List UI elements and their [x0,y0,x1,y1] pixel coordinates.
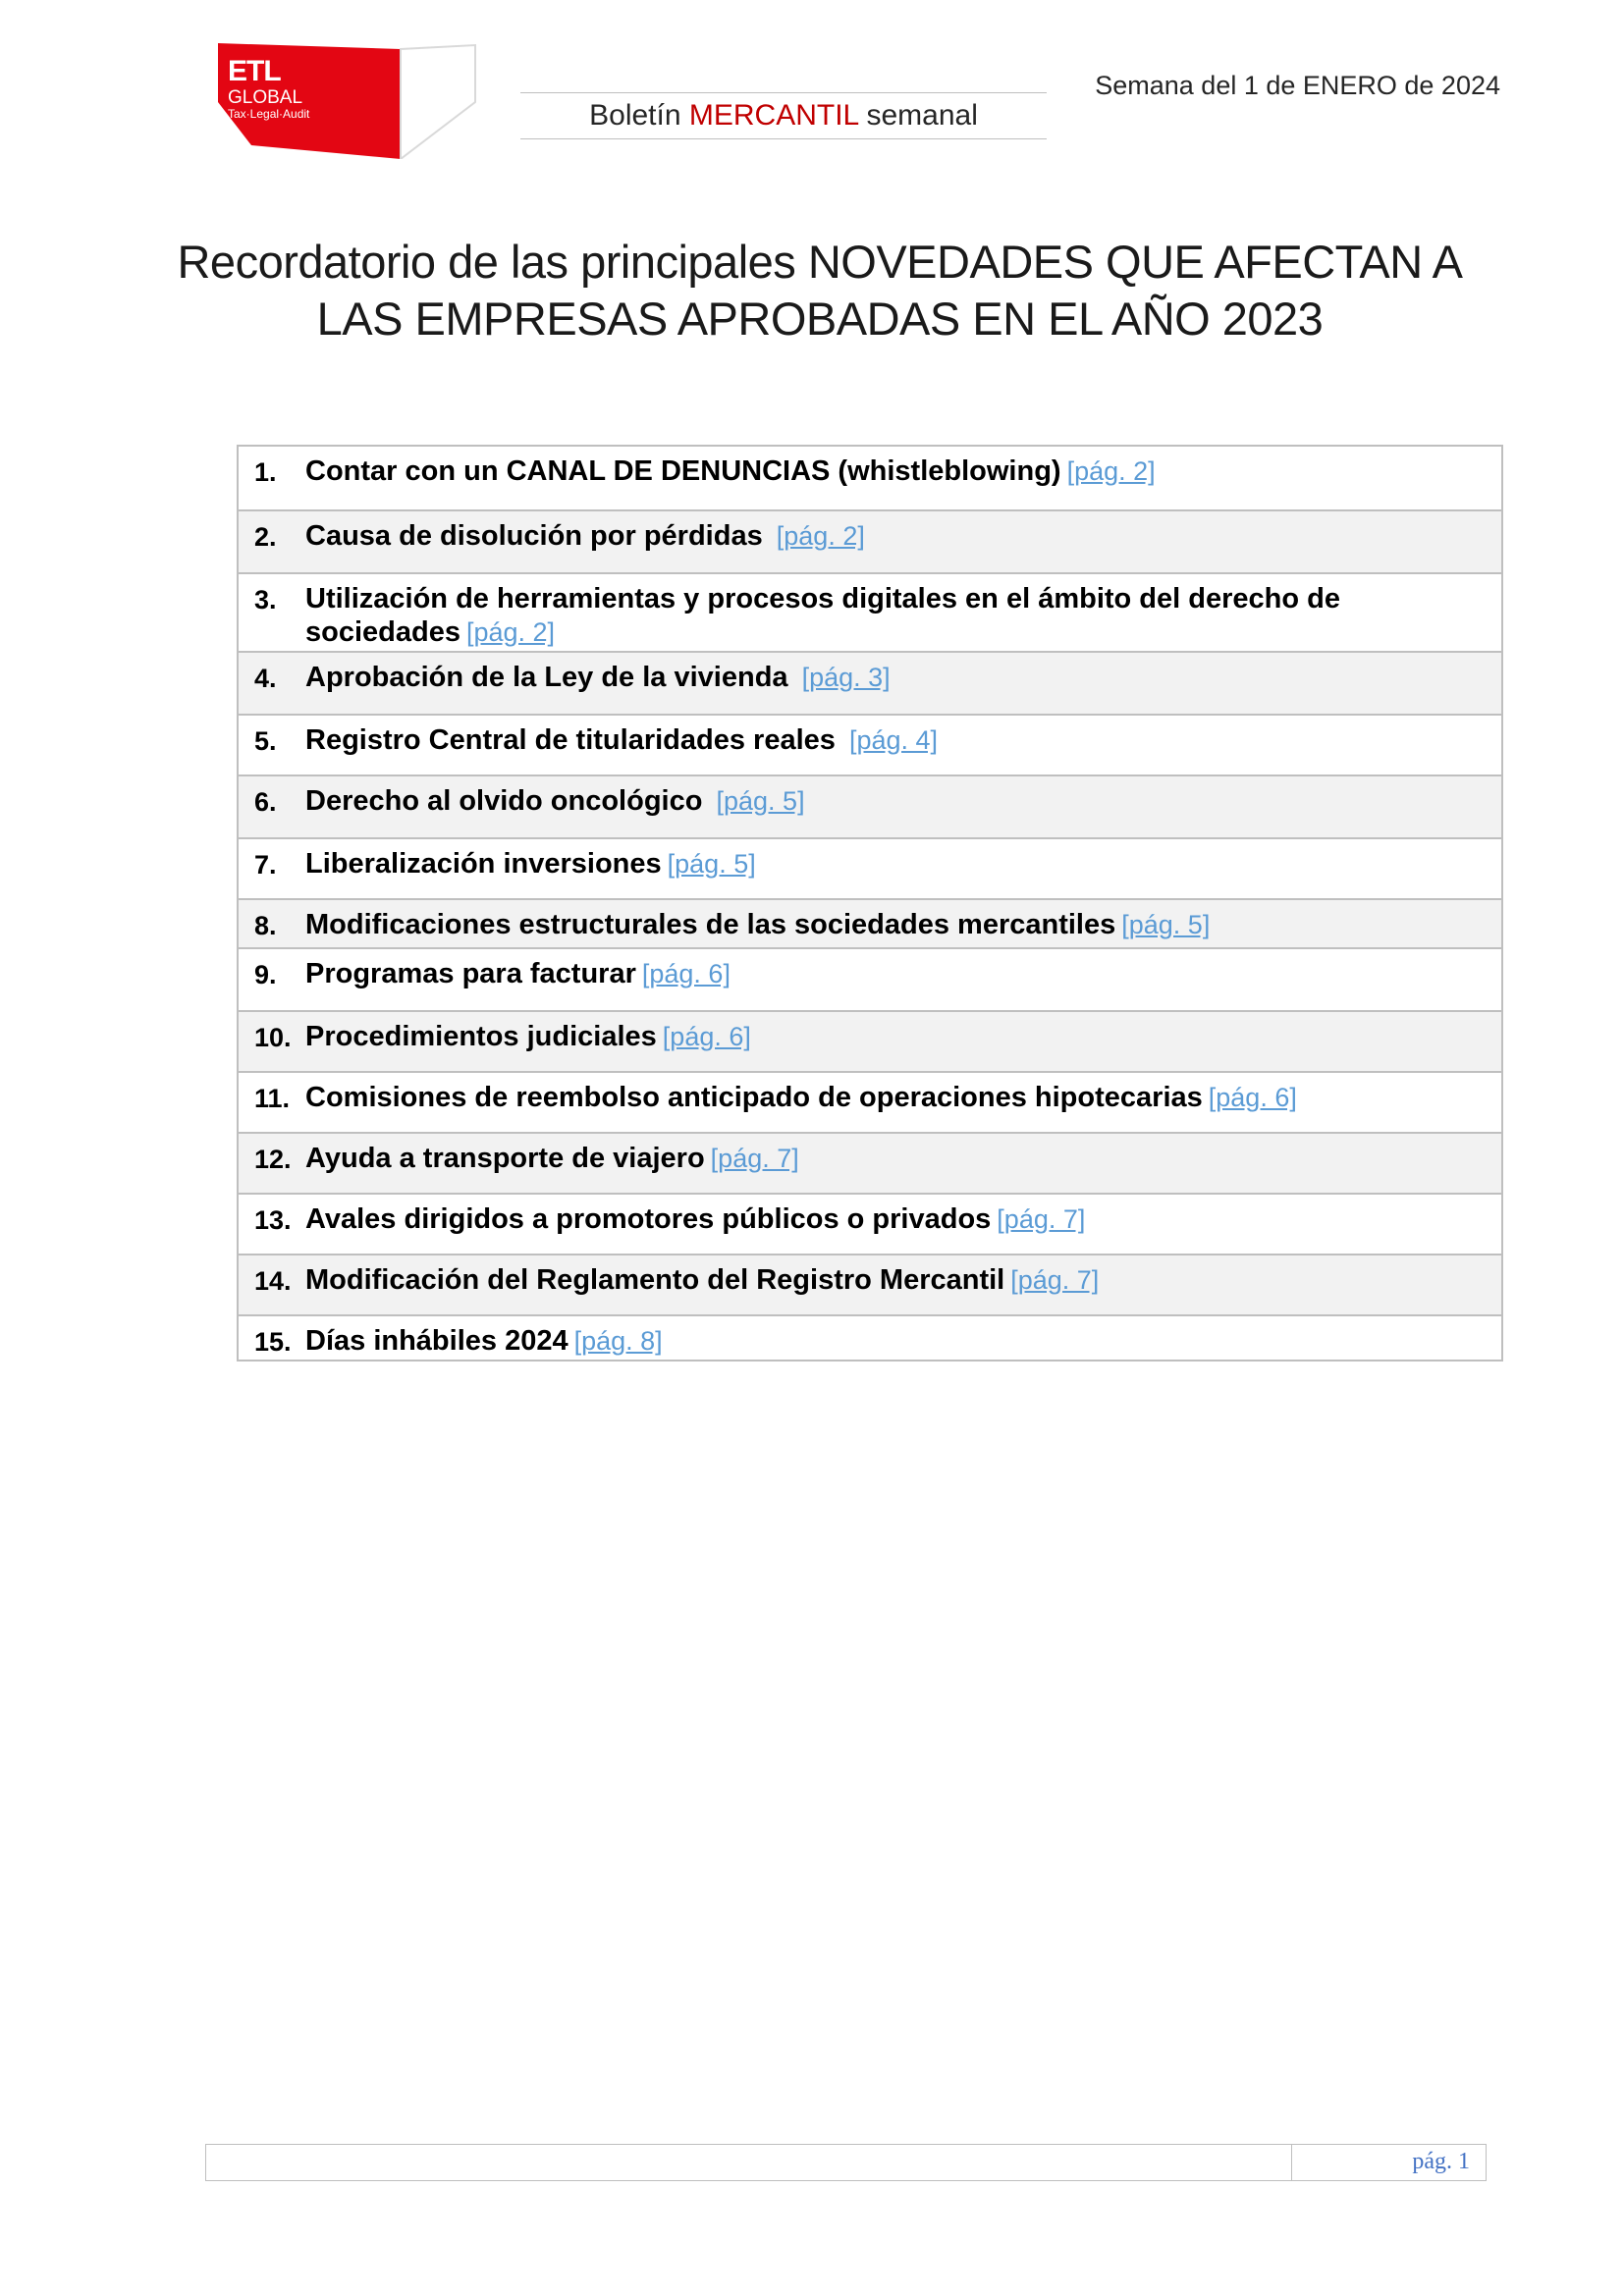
toc-row [239,1254,1501,1314]
bulletin-title [520,92,1047,139]
toc-entry-label: Utilización de herramientas y procesos digitales en el ámbito del derecho de sociedades [305,583,1340,648]
toc-page-link[interactable]: [pág. 6] [641,959,731,988]
title-line-2: LAS EMPRESAS APROBADAS EN EL AÑO 2023 [316,293,1324,345]
title-line-1: Recordatorio de las principales NOVEDADES QUE AFECTAN A [177,236,1463,288]
toc-entry [305,723,1491,757]
toc-row [239,1010,1501,1071]
toc-row [239,572,1501,651]
toc-number: 2. [254,522,277,552]
toc-entry-label: Derecho al olvido oncológico [305,785,711,817]
toc-page-link[interactable]: [pág. 6] [1208,1083,1297,1112]
toc-number: 15. [254,1327,292,1357]
toc-row [239,447,1501,509]
toc-entry [305,519,1491,553]
toc-page-link[interactable]: [pág. 5] [667,849,756,879]
toc-page-link[interactable]: [pág. 5] [1121,910,1211,939]
toc-entry-label: Modificaciones estructurales de las sociedades mercantiles [305,909,1116,940]
toc-row [239,898,1501,947]
toc-entry [305,784,1491,818]
toc-number: 4. [254,664,277,693]
toc-page-link[interactable]: [pág. 2] [465,617,556,647]
logo-text [228,57,309,120]
toc-number: 9. [254,960,277,989]
toc-number: 1. [254,457,277,487]
toc-page-link[interactable]: [pág. 8] [573,1326,663,1356]
page-number: pág. 1 [1412,2149,1470,2174]
toc-entry-label: Liberalización inversiones [305,848,662,880]
toc-number: 12. [254,1145,292,1174]
table-of-contents [237,445,1503,1362]
toc-row [239,1071,1501,1132]
page-title [118,234,1522,347]
toc-page-link[interactable]: [pág. 7] [710,1144,799,1173]
toc-page-link[interactable]: [pág. 6] [662,1022,751,1051]
toc-row [239,774,1501,837]
toc-row [239,947,1501,1010]
bulletin-prefix: Boletín [589,99,689,132]
toc-entry [305,1324,1491,1358]
toc-number: 8. [254,911,277,940]
toc-entry [305,908,1491,941]
toc-row [239,509,1501,572]
toc-number: 3. [254,585,277,614]
toc-page-link[interactable]: [pág. 2] [1066,456,1156,486]
toc-number: 14. [254,1266,292,1296]
toc-entry [305,1142,1491,1175]
page-footer [205,2144,1487,2181]
toc-entry-label: Causa de disolución por pérdidas [305,520,771,552]
bulletin-accent: MERCANTIL [688,99,859,132]
week-date: Semana del 1 de ENERO de 2024 [1095,71,1500,100]
toc-row [239,1132,1501,1193]
toc-entry-label: Días inhábiles 2024 [305,1325,568,1357]
toc-entry-label: Avales dirigidos a promotores públicos o privados [305,1203,992,1235]
toc-page-link[interactable]: [pág. 7] [1010,1265,1100,1295]
toc-entry [305,1020,1491,1053]
toc-number: 13. [254,1205,292,1235]
toc-page-link[interactable]: [pág. 7] [997,1204,1086,1234]
toc-entry-label: Programas para facturar [305,958,636,989]
toc-row [239,651,1501,714]
toc-number: 6. [254,787,277,817]
toc-entry-label: Aprobación de la Ley de la vivienda [305,662,796,693]
toc-entry-label: Modificación del Reglamento del Registro Mercantil [305,1264,1005,1296]
toc-entry [305,454,1491,488]
toc-entry-label: Contar con un CANAL DE DENUNCIAS (whistleblowing) [305,455,1061,487]
toc-number: 10. [254,1023,292,1052]
toc-number: 7. [254,850,277,880]
toc-entry [305,1081,1491,1114]
toc-number: 11. [254,1084,291,1113]
toc-row [239,1314,1501,1360]
toc-entry [305,661,1491,694]
toc-page-link[interactable]: [pág. 5] [716,786,805,816]
logo-tagline: Tax·Legal·Audit [228,107,310,121]
toc-entry-label: Comisiones de reembolso anticipado de operaciones hipotecarias [305,1082,1203,1113]
toc-row [239,714,1501,774]
toc-number: 5. [254,726,277,756]
toc-entry [305,957,1491,990]
bulletin-suffix: semanal [858,99,978,132]
toc-entry [305,1202,1491,1236]
toc-entry [305,847,1491,881]
footer-divider [1291,2145,1292,2180]
toc-entry-label: Registro Central de titularidades reales [305,724,843,756]
toc-page-link[interactable]: [pág. 4] [848,725,939,755]
toc-page-link[interactable]: [pág. 3] [801,663,891,692]
toc-entry-label: Procedimientos judiciales [305,1021,657,1052]
logo-etl: ETL [228,55,281,87]
toc-page-link[interactable]: [pág. 2] [776,521,865,551]
toc-row [239,1193,1501,1254]
toc-entry [305,582,1491,649]
logo-global: GLOBAL [228,87,303,108]
etl-global-logo [218,43,479,159]
toc-row [239,837,1501,898]
toc-entry-label: Ayuda a transporte de viajero [305,1143,705,1174]
toc-entry [305,1263,1491,1297]
